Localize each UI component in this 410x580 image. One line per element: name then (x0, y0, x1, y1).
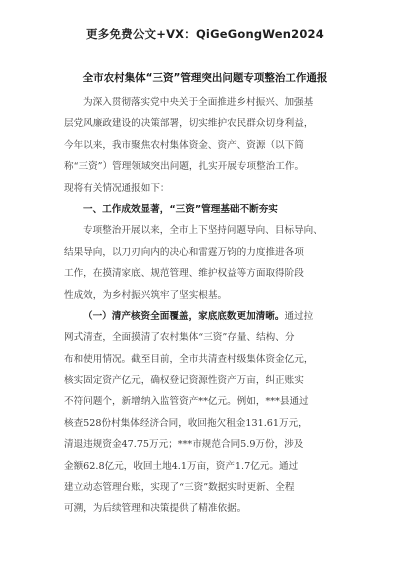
intro-line: 称“三资”）管理领域突出问题，扎实开展专项整治工作。 (64, 161, 305, 173)
subsection-heading: （一）清产核资全面覆盖，家底底数更加清晰。 (83, 310, 285, 322)
subsection-line: 网式清查，全面摸清了农村集体“三资”存量、结构、分 (64, 332, 295, 344)
subsection-line: 核实固定资产亿元，确权登记资源性资产万亩，纠正账实 (64, 375, 304, 387)
subsection-line: 布和使用情况。截至目前，全市共清查村级集体资金亿元， (64, 353, 314, 365)
subsection-lead-line (64, 306, 349, 327)
document-body (64, 92, 349, 520)
section-line: 专项整治开展以来，全市上下坚持问题导向、目标导向、 (83, 225, 323, 237)
intro-line: 现将有关情况通报如下： (64, 182, 170, 194)
subsection-line: 核查528份村集体经济合同，收回拖欠租金131.61万元， (64, 417, 308, 429)
subsection-lead-tail: 通过拉 (284, 310, 314, 322)
section-line: 工作，在摸清家底、规范管理、维护权益等方面取得阶段 (64, 268, 304, 280)
intro-line: 层党风廉政建设的决策部署，切实维护农民群众切身利益， (64, 118, 314, 130)
page-header: 更多免费公文+VX：QiGeGongWen2024 (86, 27, 324, 41)
intro-line: 今年以来，我市聚焦农村集体资金、资产、资源（以下简 (64, 139, 304, 151)
subsection-line: 可溯，为后续管理和决策提供了精准依据。 (64, 503, 247, 515)
subsection-line: 清退违规资金47.75万元；***市规范合同5.9万份，涉及 (64, 439, 304, 451)
section-line: 性成效，为乡村振兴筑牢了坚实根基。 (64, 289, 228, 301)
subsection-line: 不符问题个，新增纳入监管资产**亿元。例如，***县通过 (64, 396, 309, 408)
document-title: 全市农村集体“三资”管理突出问题专项整治工作通报 (82, 72, 328, 84)
subsection-line: 金额62.8亿元，收回土地4.1万亩，资产1.7亿元。通过 (64, 460, 299, 472)
intro-line: 为深入贯彻落实党中央关于全面推进乡村振兴、加强基 (83, 97, 314, 108)
subsection-line: 建立动态管理台账，实现了“三资”数据实时更新、全程 (64, 482, 295, 494)
section-heading: 一、工作成效显著，“三资”管理基础不断夯实 (83, 203, 278, 215)
section-line: 结果导向，以刀刃向内的决心和雷霆万钧的力度推进各项 (64, 246, 304, 258)
